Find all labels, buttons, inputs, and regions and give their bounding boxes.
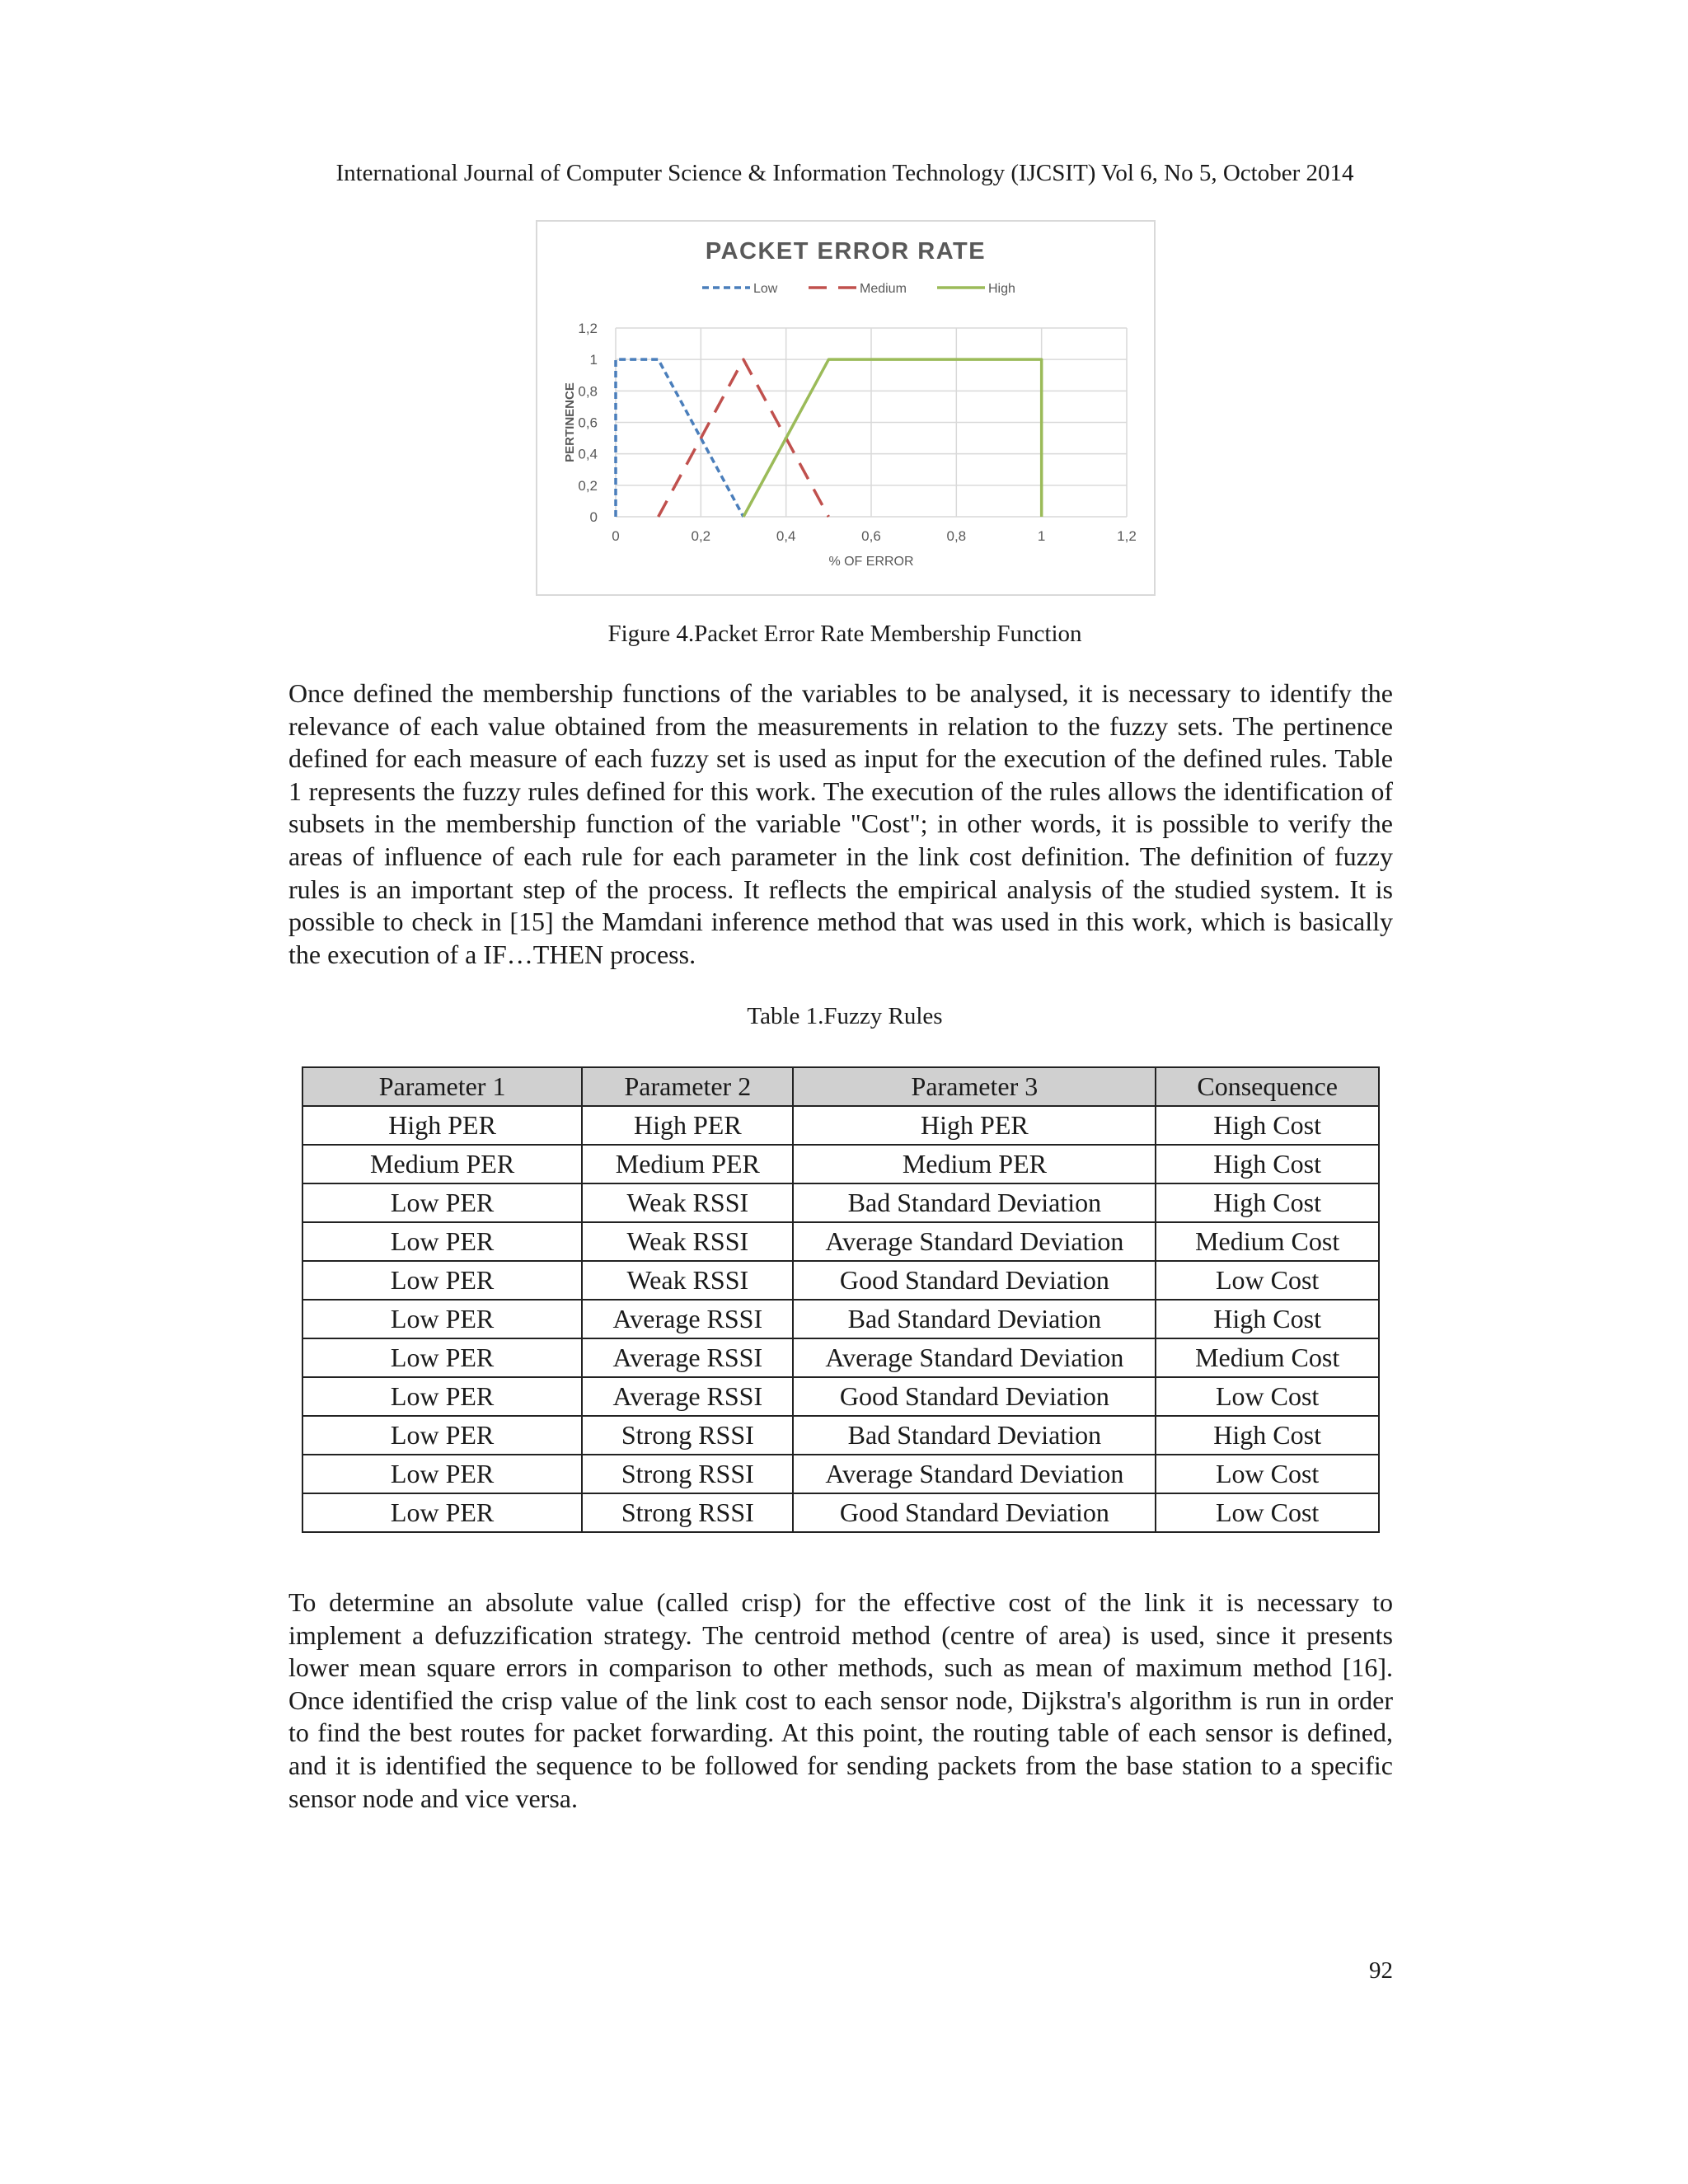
x-axis-label: % OF ERROR — [828, 555, 914, 569]
header-parameter-2: Parameter 2 — [582, 1067, 793, 1106]
x-tick-label: 0,2 — [691, 528, 711, 544]
table-row — [302, 1455, 1379, 1493]
y-tick-label: 1 — [589, 352, 598, 368]
table-cell: Bad Standard Deviation — [793, 1300, 1156, 1338]
table-cell: Low PER — [302, 1338, 582, 1377]
table-cell: Good Standard Deviation — [793, 1377, 1156, 1416]
table-cell: Low PER — [302, 1183, 582, 1222]
table-cell: Weak RSSI — [582, 1261, 793, 1300]
table-cell: Low Cost — [1156, 1493, 1379, 1532]
journal-header: International Journal of Computer Science & Information Technology (IJCSIT) Vol 6, No 5, October 2014 — [335, 160, 1354, 186]
x-tick-label: 0,6 — [861, 528, 881, 544]
table-row — [302, 1261, 1379, 1300]
table-cell: Medium Cost — [1156, 1338, 1379, 1377]
legend-label: High — [988, 282, 1015, 296]
table-cell: Low PER — [302, 1455, 582, 1493]
chart-title: PACKET ERROR RATE — [705, 238, 987, 265]
table-row — [302, 1222, 1379, 1261]
page-number: 92 — [1369, 1957, 1393, 1984]
legend-label: Medium — [860, 282, 907, 296]
table-cell: Average RSSI — [582, 1338, 793, 1377]
table-cell: High Cost — [1156, 1106, 1379, 1145]
table-cell: Weak RSSI — [582, 1183, 793, 1222]
table-cell: Low PER — [302, 1222, 582, 1261]
table-cell: Medium Cost — [1156, 1222, 1379, 1261]
table-cell: Low PER — [302, 1493, 582, 1532]
header-parameter-1: Parameter 1 — [302, 1067, 582, 1106]
table-cell: Average Standard Deviation — [793, 1338, 1156, 1377]
x-tick-label: 1,2 — [1117, 528, 1137, 544]
table-cell: Low Cost — [1156, 1261, 1379, 1300]
table-cell: Low PER — [302, 1300, 582, 1338]
table-cell: Strong RSSI — [582, 1455, 793, 1493]
x-tick-label: 0,8 — [946, 528, 967, 544]
table-caption: Table 1.Fuzzy Rules — [747, 1003, 943, 1029]
table-cell: Low PER — [302, 1261, 582, 1300]
table-cell: Good Standard Deviation — [793, 1493, 1156, 1532]
x-tick-label: 1 — [1037, 528, 1046, 544]
y-tick-label: 0,4 — [578, 446, 598, 462]
table-cell: Medium PER — [582, 1145, 793, 1183]
table-cell: Average RSSI — [582, 1377, 793, 1416]
table-row — [302, 1377, 1379, 1416]
table-cell: Weak RSSI — [582, 1222, 793, 1261]
y-tick-label: 0,8 — [578, 383, 598, 400]
series-line-medium — [659, 359, 829, 517]
y-tick-label: 1,2 — [578, 321, 598, 336]
table-cell: Strong RSSI — [582, 1493, 793, 1532]
table-cell: High PER — [582, 1106, 793, 1145]
table-row — [302, 1300, 1379, 1338]
table-cell: High Cost — [1156, 1183, 1379, 1222]
header-consequence: Consequence — [1156, 1067, 1379, 1106]
y-axis-label: PERTINENCE — [563, 382, 577, 462]
fuzzy-rules-table — [302, 1066, 1380, 1533]
table-cell: Strong RSSI — [582, 1416, 793, 1455]
series-line-high — [743, 359, 1042, 517]
y-tick-label: 0,2 — [578, 477, 598, 494]
table-cell: Low Cost — [1156, 1455, 1379, 1493]
table-cell: Low PER — [302, 1377, 582, 1416]
table-cell: Average Standard Deviation — [793, 1455, 1156, 1493]
figure-caption: Figure 4.Packet Error Rate Membership Function — [607, 621, 1082, 647]
y-tick-label: 0 — [589, 509, 598, 525]
body-paragraph-2: To determine an absolute value (called crisp) for the effective cost of the link it is necessary to implement a defuzzification strategy. The centroid method (centre of area) is used, since it presents lower mean square errors in comparison to other methods, such as mean of maximum method [16]. Once identified the crisp value of the link cost to each sensor node, Dijkstra's algorithm is run in order to find the best routes for packet forwarding. At this point, the routing table of each sensor is defined, and it is identified the sequence to be followed for sending packets from the base station to a specific sensor node and vice versa. — [288, 1587, 1393, 1813]
table-cell: High Cost — [1156, 1300, 1379, 1338]
table-cell: High PER — [793, 1106, 1156, 1145]
table-row — [302, 1145, 1379, 1183]
table-cell: Average RSSI — [582, 1300, 793, 1338]
table-cell: Bad Standard Deviation — [793, 1183, 1156, 1222]
table-cell: Medium PER — [793, 1145, 1156, 1183]
table-row — [302, 1338, 1379, 1377]
table-cell: High Cost — [1156, 1145, 1379, 1183]
table-cell: Good Standard Deviation — [793, 1261, 1156, 1300]
table-row — [302, 1183, 1379, 1222]
table-cell: Low Cost — [1156, 1377, 1379, 1416]
table-cell: Average Standard Deviation — [793, 1222, 1156, 1261]
table-row — [302, 1106, 1379, 1145]
body-paragraph-1: Once defined the membership functions of the variables to be analysed, it is necessary to identify the relevance of each value obtained from the measurements in relation to the fuzzy sets. The pertinence defined for each measure of each fuzzy set is used as input for the execution of the defined rules. Table 1 represents the fuzzy rules defined for this work. The execution of the rules allows the identification of subsets in the membership function of the variable "Cost"; in other words, it is possible to verify the areas of influence of each rule for each parameter in the link cost definition. The definition of fuzzy rules is an important step of the process. It reflects the empirical analysis of the studied system. It is possible to check in [15] the Mamdani inference method that was used in this work, which is basically the execution of a IF…THEN process. — [288, 678, 1393, 969]
series-line-low — [616, 359, 743, 517]
chart-svg — [537, 222, 1154, 594]
table-row — [302, 1416, 1379, 1455]
header-parameter-3: Parameter 3 — [793, 1067, 1156, 1106]
y-tick-label: 0,6 — [578, 415, 598, 431]
table-cell: High PER — [302, 1106, 582, 1145]
legend-label: Low — [753, 282, 778, 296]
x-tick-label: 0 — [612, 528, 620, 544]
table-header-row — [302, 1067, 1379, 1106]
table-cell: Low PER — [302, 1416, 582, 1455]
table-cell: Bad Standard Deviation — [793, 1416, 1156, 1455]
table-cell: High Cost — [1156, 1416, 1379, 1455]
x-tick-label: 0,4 — [776, 528, 796, 544]
packet-error-rate-chart — [536, 220, 1156, 596]
table-cell: Medium PER — [302, 1145, 582, 1183]
table-row — [302, 1493, 1379, 1532]
